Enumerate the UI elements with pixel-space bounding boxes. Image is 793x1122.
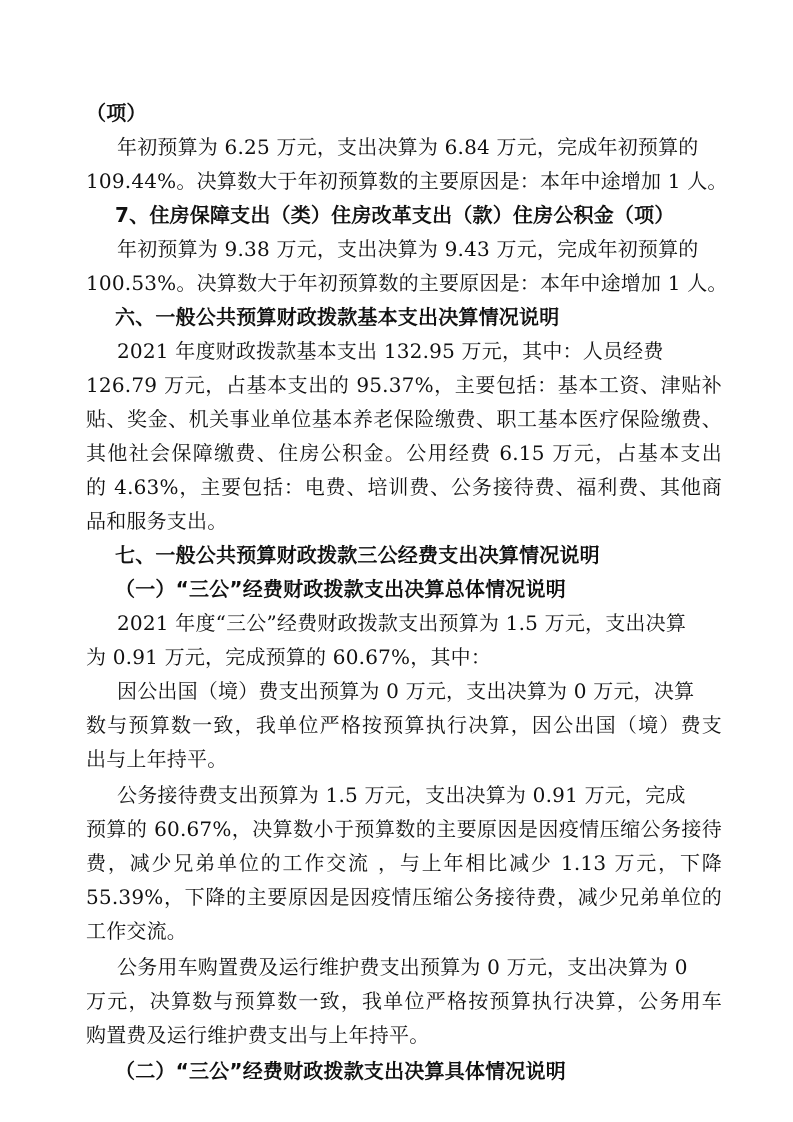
section-heading: 六、一般公共预算财政拨款基本支出决算情况说明 <box>115 305 560 329</box>
heading-item: （项） <box>86 101 147 125</box>
paragraph-line: 为 0.91 万元，完成预算的 60.67%，其中： <box>86 645 492 669</box>
paragraph-line: 的 4.63%，主要包括：电费、培训费、公务接待费、福利费、其他商 <box>86 475 722 499</box>
paragraph-line: 55.39%，下降的主要原因是因疫情压缩公务接待费，减少兄弟单位的 <box>86 885 722 909</box>
section-heading: 七、一般公共预算财政拨款三公经费支出决算情况说明 <box>115 543 600 567</box>
paragraph-line: 购置费及运行维护费支出与上年持平。 <box>86 1023 430 1047</box>
paragraph-line: 年初预算为 6.25 万元，支出决算为 6.84 万元，完成年初预算的 <box>117 135 699 159</box>
paragraph-line: 109.44%。决算数大于年初预算数的主要原因是：本年中途增加 1 人。 <box>86 169 728 193</box>
section-heading: 7、住房保障支出（类）住房改革支出（款）住房公积金（项） <box>115 203 675 227</box>
subsection-heading: （二）“三公”经费财政拨款支出决算具体情况说明 <box>115 1059 566 1083</box>
paragraph-line: 品和服务支出。 <box>86 509 228 533</box>
paragraph-line: 100.53%。决算数大于年初预算数的主要原因是：本年中途增加 1 人。 <box>86 271 728 295</box>
paragraph-line: 年初预算为 9.38 万元，支出决算为 9.43 万元，完成年初预算的 <box>117 237 699 261</box>
paragraph-line: 2021 年度“三公”经费财政拨款支出预算为 1.5 万元，支出决算 <box>117 611 687 635</box>
paragraph-line: 公务用车购置费及运行维护费支出预算为 0 万元，支出决算为 0 <box>117 955 688 979</box>
paragraph-line: 贴、奖金、机关事业单位基本养老保险缴费、职工基本医疗保险缴费、 <box>86 407 722 431</box>
paragraph-line: 126.79 万元，占基本支出的 95.37%，主要包括：基本工资、津贴补 <box>86 373 722 397</box>
paragraph-line: 因公出国（境）费支出预算为 0 万元，支出决算为 0 万元，决算 <box>117 679 695 703</box>
paragraph-line: 工作交流。 <box>86 919 187 943</box>
paragraph-line: 其他社会保障缴费、住房公积金。公用经费 6.15 万元，占基本支出 <box>86 441 722 465</box>
paragraph-line: 数与预算数一致，我单位严格按预算执行决算，因公出国（境）费支 <box>86 713 722 737</box>
paragraph-line: 预算的 60.67%，决算数小于预算数的主要原因是因疫情压缩公务接待 <box>86 817 722 841</box>
paragraph-line: 万元，决算数与预算数一致，我单位严格按预算执行决算，公务用车 <box>86 989 722 1013</box>
paragraph-line: 出与上年持平。 <box>86 747 228 771</box>
subsection-heading: （一）“三公”经费财政拨款支出决算总体情况说明 <box>115 577 566 601</box>
paragraph-line: 2021 年度财政拨款基本支出 132.95 万元，其中：人员经费 <box>117 339 664 363</box>
paragraph-line: 公务接待费支出预算为 1.5 万元，支出决算为 0.91 万元，完成 <box>117 783 686 807</box>
paragraph-line: 费，减少兄弟单位的工作交流 ，与上年相比减少 1.13 万元，下降 <box>86 851 722 875</box>
